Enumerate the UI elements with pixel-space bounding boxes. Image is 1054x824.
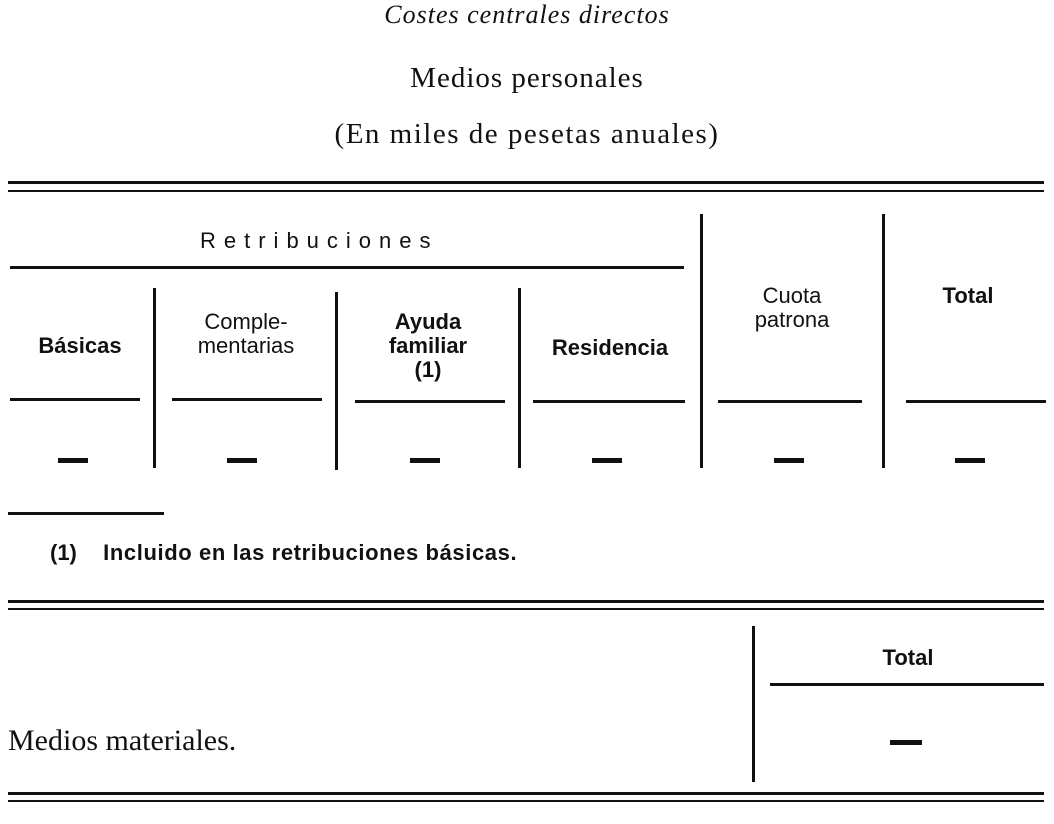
footnote [50,540,517,566]
bottom-rule-1 [8,792,1044,795]
subsection-title: Medios personales [410,62,644,94]
header-underline [906,400,1046,403]
materiales-header-underline [770,683,1044,686]
column-header-complementarias: Comple- mentarias [197,309,295,358]
col-separator [335,292,338,470]
col-separator [882,214,885,468]
header-underline [355,400,505,403]
column-header-ayuda-familiar: Ayuda familiar (1) [388,309,468,382]
footnote-marker: (1) [50,540,77,565]
column-header-residencia: Residencia [551,335,669,360]
materiales-total-header: Total [882,645,934,670]
section-title: Costes centrales directos [384,0,670,29]
materiales-top-rule-1 [8,600,1044,603]
header-underline [10,398,140,401]
materiales-total-value [890,740,922,745]
header-underline [172,398,322,401]
value-ayuda-familiar [410,458,440,463]
retribuciones-underline [10,266,684,269]
value-total [955,458,985,463]
units-note: (En miles de pesetas anuales) [334,118,720,150]
materiales-top-rule-2 [8,608,1044,610]
medios-materiales-label: Medios materiales. [8,724,237,757]
materiales-col-separator [752,626,755,782]
column-header-basicas: Básicas [38,333,122,358]
column-header-total: Total [942,283,994,308]
footnote-text: Incluido en las retribuciones básicas. [103,540,518,565]
col-separator [153,288,156,468]
column-header-cuota-patrona: Cuota patrona [754,283,830,332]
col-separator [518,288,521,468]
value-complementarias [227,458,257,463]
footnote-separator [8,512,164,515]
col-separator [700,214,703,468]
table-top-rule-2 [8,190,1044,192]
table-top-rule-1 [8,181,1044,184]
header-underline [533,400,685,403]
value-cuota-patrona [774,458,804,463]
retribuciones-group-header: Retribuciones [200,228,439,253]
value-basicas [58,458,88,463]
value-residencia [592,458,622,463]
header-underline [718,400,862,403]
bottom-rule-2 [8,800,1044,802]
